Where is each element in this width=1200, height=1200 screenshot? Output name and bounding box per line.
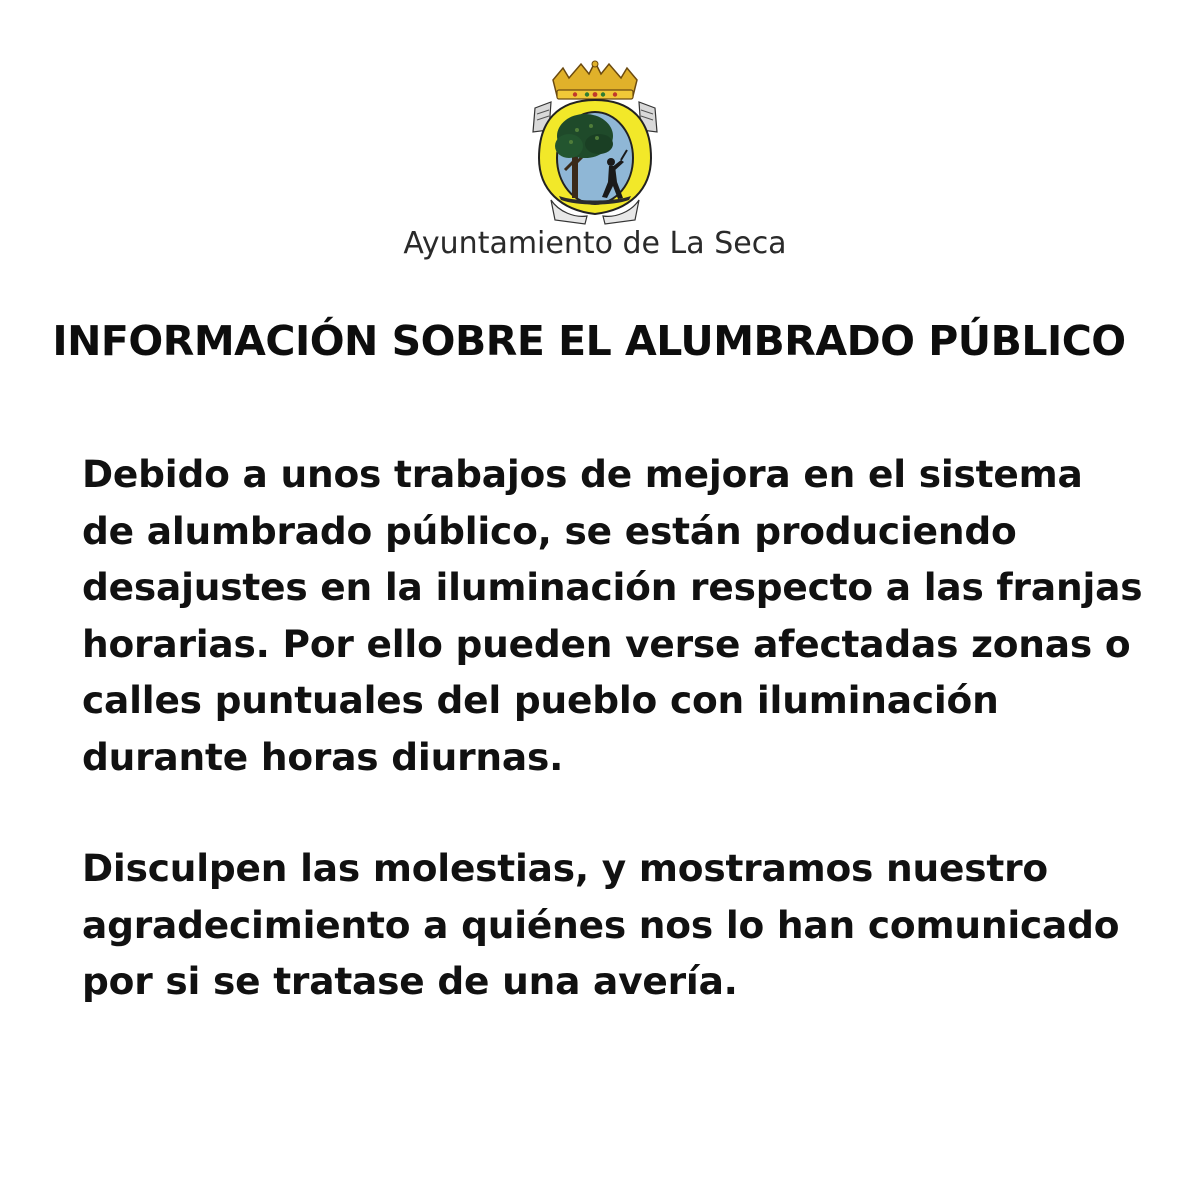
organization-name: Ayuntamiento de La Seca xyxy=(403,226,787,261)
paragraph-line: horarias. Por ello pueden verse afectadas zonas o xyxy=(82,621,1131,666)
paragraph-line: desajustes en la iluminación respecto a las franjas xyxy=(82,565,1143,609)
notice-paragraph-2 xyxy=(82,840,1162,1010)
paragraph-line: Debido a unos trabajos de mejora en el sistema xyxy=(82,452,1083,496)
crown-icon xyxy=(553,61,637,99)
paragraph-line: durante horas diurnas. xyxy=(82,734,564,779)
paragraph-line: Disculpen las molestias, y mostramos nuestro xyxy=(82,846,1048,890)
paragraph-line: por si se tratase de una avería. xyxy=(82,959,738,1003)
coat-of-arms-icon xyxy=(525,60,665,225)
paragraph-line: agradecimiento a quiénes nos lo han comunicado xyxy=(82,902,1120,947)
paragraph-line: de alumbrado público, se están produciendo xyxy=(82,508,1017,553)
notice-title: INFORMACIÓN SOBRE EL ALUMBRADO PÚBLICO xyxy=(52,317,1126,365)
notice-paragraph-1 xyxy=(82,446,1162,785)
paragraph-line: calles puntuales del pueblo con iluminación xyxy=(82,678,999,722)
